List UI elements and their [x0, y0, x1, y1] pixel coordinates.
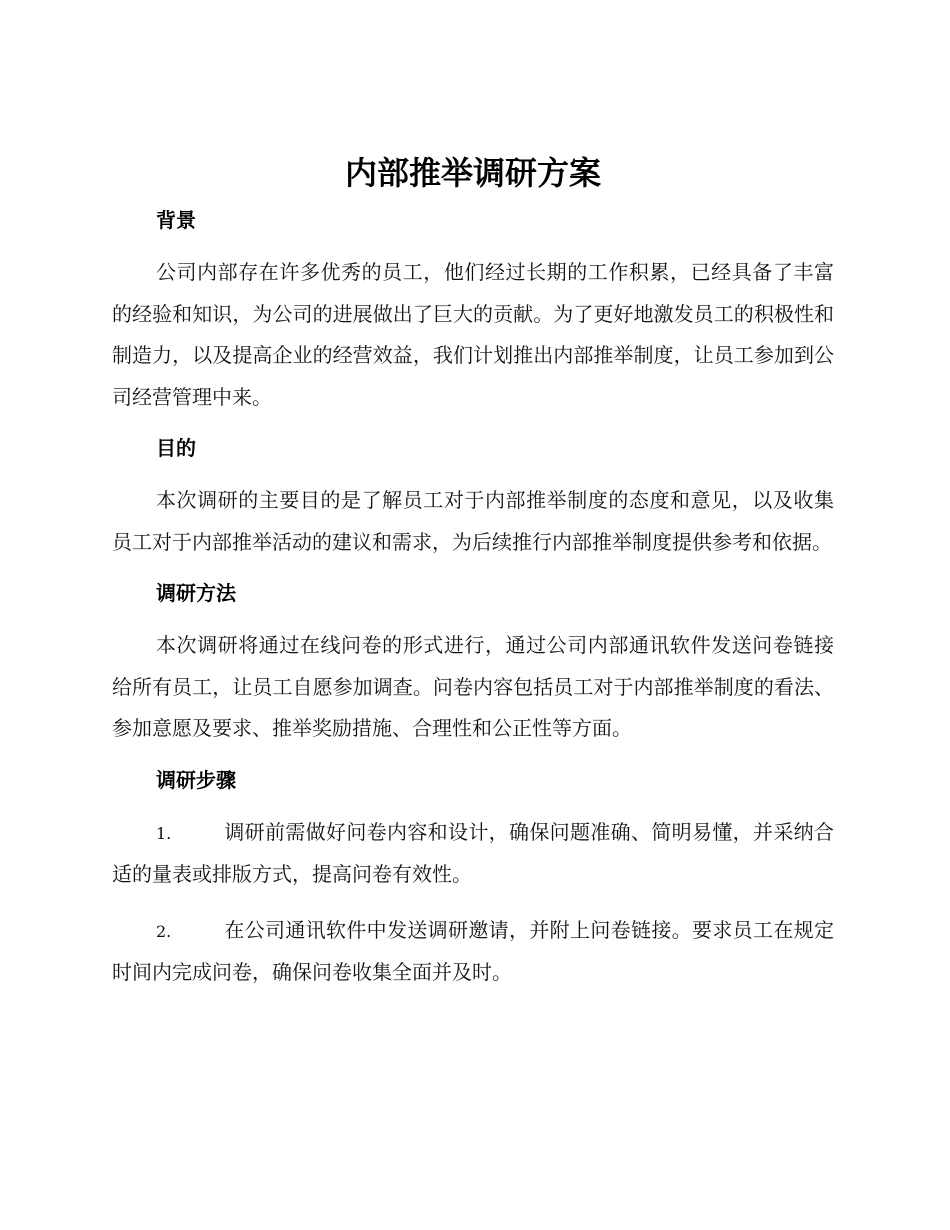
section-paragraph-method: 本次调研将通过在线问卷的形式进行，通过公司内部通讯软件发送问卷链接给所有员工，让员工自愿参加调查。问卷内容包括员工对于内部推举制度的看法、参加意愿及要求、推举奖励措施、合理性和公正性等方面。 [112, 633, 834, 740]
section-heading-method: 调研方法 [156, 581, 236, 605]
document-title: 内部推举调研方案 [344, 154, 601, 192]
section-heading-steps: 调研步骤 [156, 767, 236, 792]
section-paragraph-purpose: 本次调研的主要目的是了解员工对于内部推举制度的态度和意见，以及收集员工对于内部推举活动的建议和需求，为后续推行内部推举制度提供参考和依据。 [112, 488, 834, 554]
list-item-text: 调研前需做好问卷内容和设计，确保问题准确、简明易懂，并采纳合适的量表或排版方式，提高问卷有效性。 [112, 819, 834, 886]
list-item-text: 在公司通讯软件中发送调研邀请，并附上问卷链接。要求员工在规定时间内完成问卷，确保问卷收集全面并及时。 [112, 917, 834, 984]
list-item-number: 1. [156, 823, 172, 843]
list-item [112, 812, 834, 896]
list-item-number: 2. [156, 921, 172, 941]
list-item [112, 910, 834, 994]
section-heading-background: 背景 [156, 208, 196, 232]
document-page [112, 150, 834, 994]
section-heading-purpose: 目的 [156, 436, 196, 460]
section-paragraph-background: 公司内部存在许多优秀的员工，他们经过长期的工作积累，已经具备了丰富的经验和知识，为公司的进展做出了巨大的贡献。为了更好地激发员工的积极性和制造力，以及提高企业的经营效益，我们计划推出内部推举制度，让员工参加到公司经营管理中来。 [112, 260, 834, 409]
